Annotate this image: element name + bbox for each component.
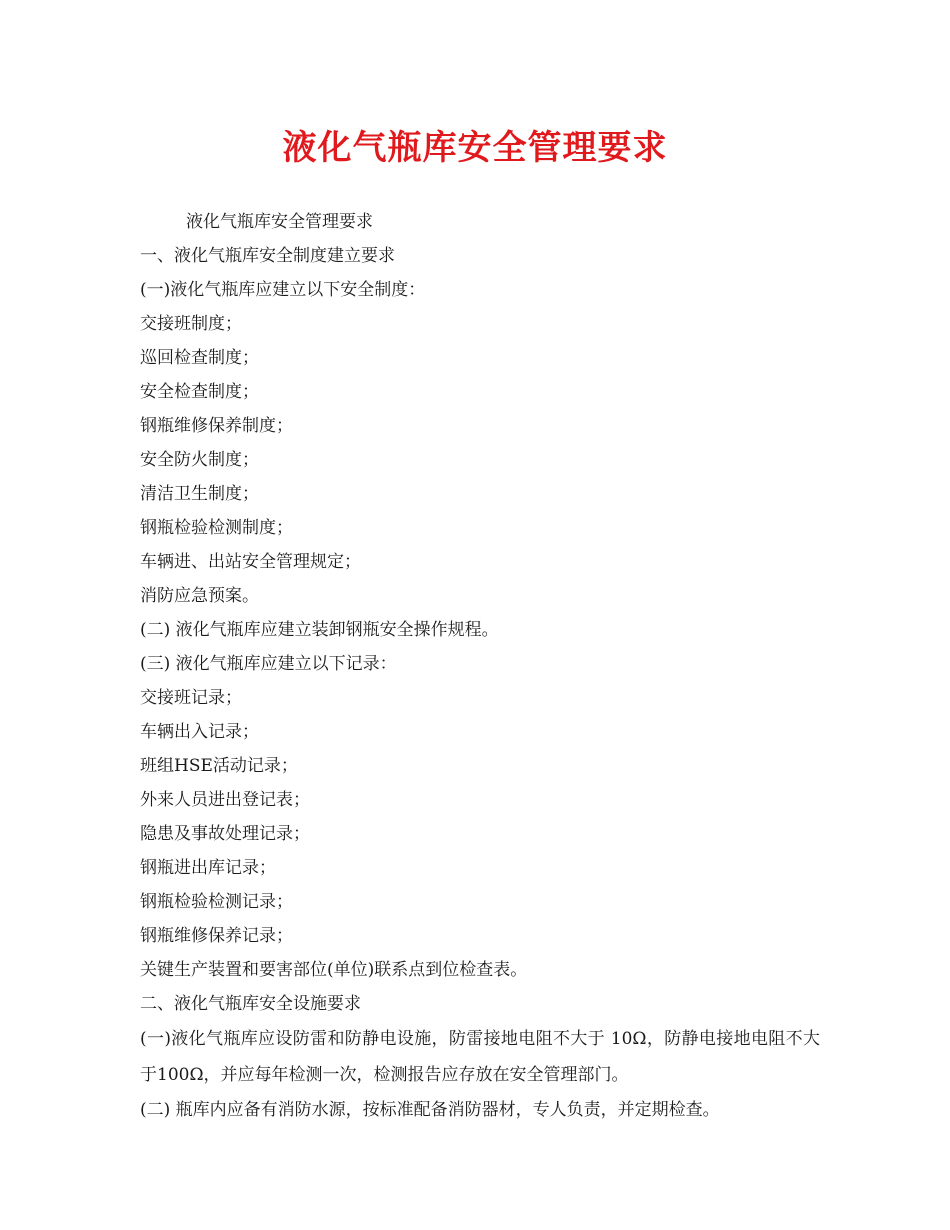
- list-item: 巡回检查制度；: [140, 348, 259, 368]
- list-item: 外来人员进出登记表；: [140, 790, 310, 810]
- list-item: 交接班记录；: [140, 688, 242, 708]
- list-item: 钢瓶维修保养记录；: [140, 926, 293, 946]
- list-item: 钢瓶进出库记录；: [140, 858, 276, 878]
- list-item: 钢瓶检验检测制度；: [140, 518, 293, 538]
- list-item: 交接班制度；: [140, 314, 242, 334]
- subsection-heading: (一)液化气瓶库应建立以下安全制度：: [140, 280, 426, 300]
- list-item: 钢瓶检验检测记录；: [140, 892, 293, 912]
- list-item: 车辆出入记录；: [140, 722, 259, 742]
- list-item: 安全检查制度；: [140, 382, 259, 402]
- list-item: 清洁卫生制度；: [140, 484, 259, 504]
- list-item: 班组HSE活动记录；: [140, 756, 298, 776]
- paragraph: (一)液化气瓶库应设防雷和防静电设施，防雷接地电阻不大于 10Ω，防静电接地电阻不大于100Ω，并应每年检测一次，检测报告应存放在安全管理部门。: [140, 1029, 820, 1085]
- document-title: 液化气瓶库安全管理要求: [282, 128, 668, 168]
- section-heading-1: 一、液化气瓶库安全制度建立要求: [140, 246, 395, 266]
- subsection-heading: (二) 液化气瓶库应建立装卸钢瓶安全操作规程。: [140, 620, 499, 640]
- list-item: 关键生产装置和要害部位(单位)联系点到位检查表。: [140, 960, 528, 980]
- list-item: 消防应急预案。: [140, 586, 259, 606]
- list-item: 钢瓶维修保养制度；: [140, 416, 293, 436]
- list-item: 安全防火制度；: [140, 450, 259, 470]
- document-body: [140, 205, 820, 1127]
- list-item: 隐患及事故处理记录；: [140, 824, 310, 844]
- paragraph: (二) 瓶库内应备有消防水源，按标准配备消防器材，专人负责，并定期检查。: [140, 1100, 720, 1120]
- section-heading-2: 二、液化气瓶库安全设施要求: [140, 994, 361, 1014]
- paragraph-subtitle: 液化气瓶库安全管理要求: [186, 212, 373, 232]
- subsection-heading: (三) 液化气瓶库应建立以下记录：: [140, 654, 397, 674]
- list-item: 车辆进、出站安全管理规定；: [140, 552, 361, 572]
